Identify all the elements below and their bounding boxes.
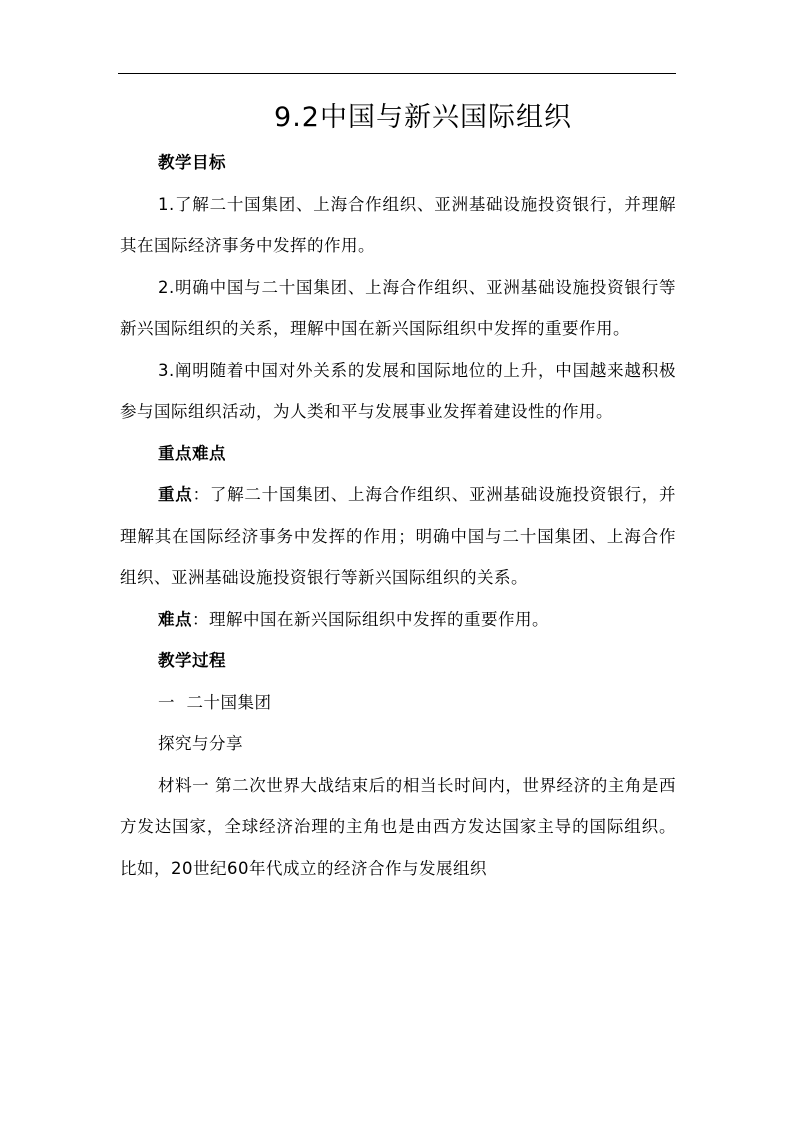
material-paragraph: 材料一 第二次世界大战结束后的相当长时间内，世界经济的主角是西方发达国家，全球经济治理的主角也是由西方发达国家主导的国际组织。比如，20世纪60年代成立的经济合作与发展组织 — [120, 775, 676, 878]
process-heading: 教学过程 — [158, 651, 226, 670]
key-point-paragraph — [120, 474, 676, 599]
difficult-point-label: 难点 — [158, 609, 192, 629]
explore-label: 探究与分享 — [158, 734, 243, 753]
difficult-point-text: ：理解中国在新兴国际组织中发挥的重要作用。 — [192, 609, 549, 629]
key-point-label: 重点 — [158, 485, 193, 504]
difficult-point-paragraph — [120, 599, 676, 641]
objective-2: 2.明确中国与二十国集团、上海合作组织、亚洲基础设施投资银行等新兴国际组织的关系，理解中国在新兴国际组织中发挥的重要作用。 — [120, 277, 676, 338]
document-body — [120, 96, 676, 889]
objectives-heading: 教学目标 — [158, 153, 226, 172]
objective-3: 3.阐明随着中国对外关系的发展和国际地位的上升，中国越来越积极参与国际组织活动，为人类和平与发展事业发挥着建设性的作用。 — [120, 360, 676, 421]
header-rule — [118, 73, 676, 74]
key-points-heading: 重点难点 — [158, 443, 226, 463]
objective-1: 1.了解二十国集团、上海合作组织、亚洲基础设施投资银行，并理解其在国际经济事务中发挥的作用。 — [120, 194, 676, 255]
page-title: 9.2中国与新兴国际组织 — [274, 102, 572, 133]
key-point-text: ：了解二十国集团、上海合作组织、亚洲基础设施投资银行，并理解其在国际经济事务中发挥的作用；明确中国与二十国集团、上海合作组织、亚洲基础设施投资银行等新兴国际组织的关系。 — [120, 485, 677, 587]
subsection-heading: 一 二十国集团 — [158, 692, 272, 712]
